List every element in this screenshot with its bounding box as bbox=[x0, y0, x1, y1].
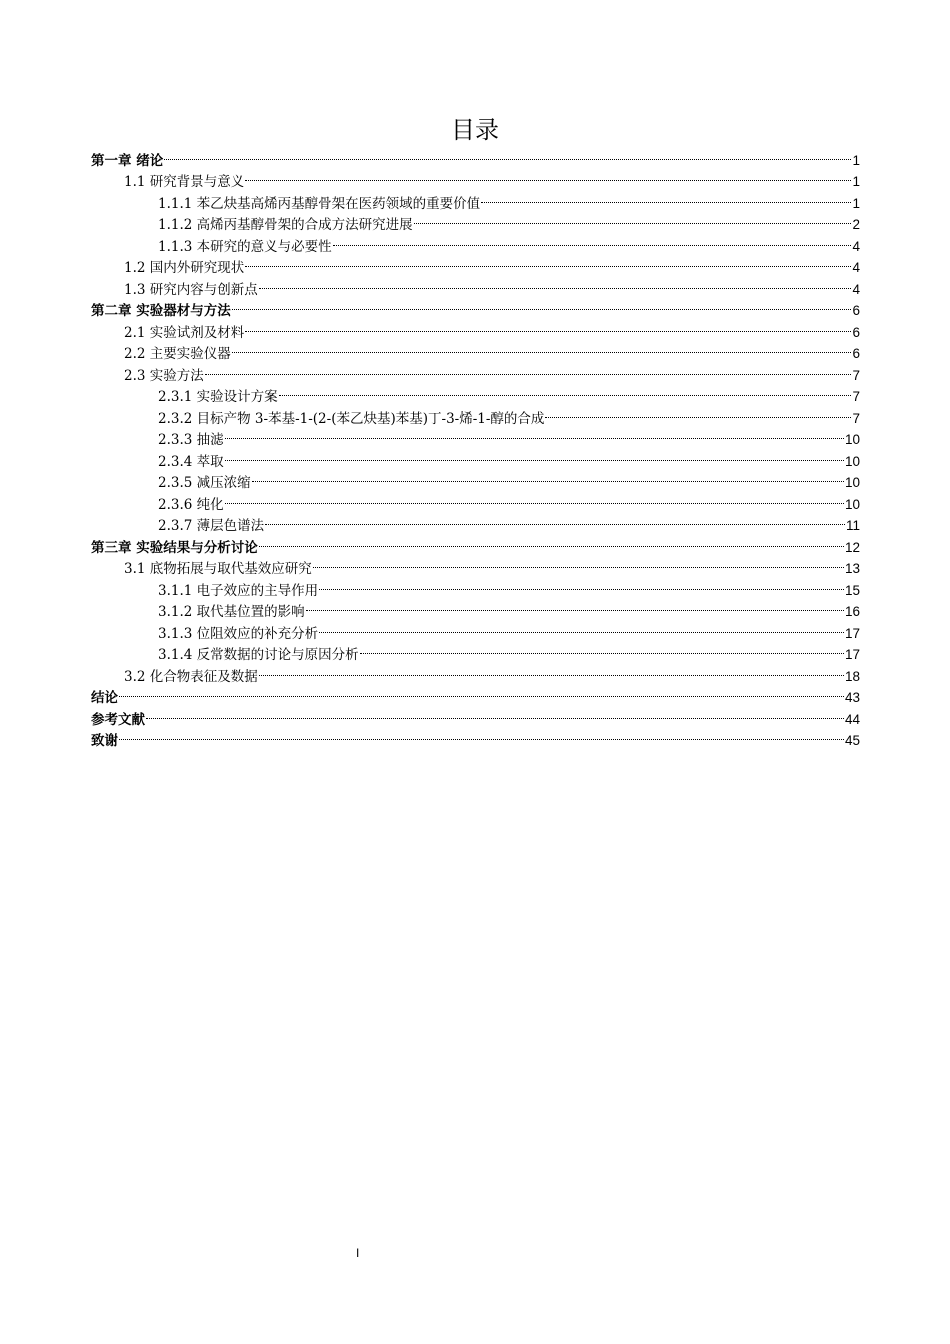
toc-dot-leader bbox=[245, 165, 851, 187]
toc-entry-page: 10 bbox=[844, 496, 860, 512]
toc-dot-leader bbox=[265, 509, 845, 531]
toc-entry-page: 10 bbox=[844, 475, 860, 490]
toc-entry-title: 2.3.4 萃取 bbox=[158, 453, 224, 470]
toc-entry-title: 2.3.3 抽滤 bbox=[158, 432, 224, 448]
toc-entry-title: 2.3.7 薄层色谱法 bbox=[158, 518, 265, 534]
toc-dot-leader bbox=[259, 659, 844, 681]
toc-entry-page: 6 bbox=[852, 303, 860, 318]
toc-dot-leader bbox=[279, 380, 852, 402]
toc-entry-page: 18 bbox=[844, 668, 860, 684]
toc-dot-leader bbox=[306, 595, 844, 617]
toc-dot-leader bbox=[225, 444, 844, 466]
toc-dot-leader bbox=[259, 272, 852, 294]
toc-entry[interactable] bbox=[91, 681, 860, 706]
toc-entry-page: 11 bbox=[845, 518, 860, 533]
toc-dot-leader bbox=[252, 466, 844, 488]
toc-entry-title: 第一章 绪论 bbox=[91, 152, 164, 169]
toc-dot-leader bbox=[205, 358, 852, 380]
toc-dot-leader bbox=[259, 530, 844, 552]
toc-entry-page: 17 bbox=[844, 625, 860, 641]
toc-entry-title: 3.1.4 反常数据的讨论与原因分析 bbox=[158, 647, 359, 663]
toc-dot-leader bbox=[232, 294, 852, 316]
toc-entry-title: 参考文献 bbox=[91, 711, 145, 728]
toc-entry-page: 6 bbox=[852, 324, 860, 340]
toc-entry[interactable] bbox=[91, 380, 860, 405]
toc-entry-page: 1 bbox=[852, 195, 860, 211]
toc-entry-title: 3.1.2 取代基位置的影响 bbox=[158, 604, 305, 620]
toc-entry-title: 结论 bbox=[91, 690, 118, 706]
toc-entry-title: 1.2 国内外研究现状 bbox=[124, 260, 245, 276]
toc-entry-title: 1.1.1 苯乙炔基高烯丙基醇骨架在医药领域的重要价值 bbox=[158, 195, 481, 212]
toc-entry-title: 3.1.1 电子效应的主导作用 bbox=[158, 582, 319, 599]
toc-entry-title: 3.1.3 位阻效应的补充分析 bbox=[158, 625, 319, 642]
toc-entry-page: 6 bbox=[852, 346, 860, 361]
toc-entry-title: 2.3.6 纯化 bbox=[158, 496, 224, 513]
toc-entry-page: 16 bbox=[844, 604, 860, 619]
toc-entry-page: 45 bbox=[844, 733, 860, 748]
page-title: 目录 bbox=[451, 116, 499, 144]
toc-entry-title: 2.3.5 减压浓缩 bbox=[158, 475, 251, 491]
toc-entry-page: 1 bbox=[852, 152, 860, 168]
toc-entry-page: 13 bbox=[844, 561, 860, 576]
toc-entry[interactable] bbox=[91, 358, 860, 384]
toc-dot-leader bbox=[319, 616, 844, 638]
toc-dot-leader bbox=[360, 638, 844, 660]
toc-entry-title: 2.1 实验试剂及材料 bbox=[124, 324, 245, 341]
toc-entry-title: 3.1 底物拓展与取代基效应研究 bbox=[124, 561, 312, 577]
toc-entry-page: 4 bbox=[852, 260, 860, 275]
toc-entry[interactable] bbox=[91, 702, 860, 728]
toc-entry-page: 10 bbox=[844, 432, 860, 447]
toc-entry[interactable] bbox=[91, 724, 860, 749]
toc-dot-leader bbox=[333, 229, 852, 251]
toc-entry-title: 2.2 主要实验仪器 bbox=[124, 346, 231, 362]
toc-entry-page: 4 bbox=[852, 281, 860, 297]
toc-dot-leader bbox=[119, 681, 844, 703]
toc-entry-page: 10 bbox=[844, 453, 860, 469]
toc-dot-leader bbox=[225, 423, 844, 445]
toc-dot-leader bbox=[545, 401, 851, 423]
toc-entry-title: 1.1.2 高烯丙基醇骨架的合成方法研究进展 bbox=[158, 217, 413, 233]
toc-entry-page: 2 bbox=[852, 217, 860, 232]
toc-dot-leader bbox=[245, 315, 851, 337]
toc-dot-leader bbox=[119, 724, 844, 746]
toc-entry-page: 1 bbox=[852, 174, 860, 189]
toc-entry[interactable] bbox=[91, 165, 860, 190]
toc-entry-title: 第三章 实验结果与分析讨论 bbox=[91, 539, 258, 556]
toc-entry[interactable] bbox=[91, 143, 860, 169]
toc-dot-leader bbox=[313, 552, 844, 574]
toc-entry-page: 17 bbox=[844, 647, 860, 662]
toc-entry-page: 7 bbox=[852, 389, 860, 404]
toc-entry-title: 2.3.2 目标产物 3-苯基-1-(2-(苯乙炔基)苯基)丁-3-烯-1-醇的合成 bbox=[158, 410, 545, 427]
toc-entry-page: 7 bbox=[852, 367, 860, 383]
toc-entry-title: 2.3 实验方法 bbox=[124, 367, 204, 384]
toc-entry-page: 4 bbox=[852, 238, 860, 254]
toc-dot-leader bbox=[245, 251, 851, 273]
toc-entry-page: 15 bbox=[844, 582, 860, 598]
toc-dot-leader bbox=[164, 143, 851, 165]
toc-dot-leader bbox=[481, 186, 851, 208]
toc-entry-page: 12 bbox=[844, 539, 860, 555]
toc-dot-leader bbox=[225, 487, 844, 509]
toc-dot-leader bbox=[146, 702, 844, 724]
toc-dot-leader bbox=[319, 573, 844, 595]
toc-entry-title: 1.1.3 本研究的意义与必要性 bbox=[158, 238, 332, 255]
toc-dot-leader bbox=[414, 208, 852, 230]
toc-entry-page: 44 bbox=[844, 711, 860, 727]
toc-entry-title: 第二章 实验器材与方法 bbox=[91, 303, 231, 319]
toc-entry-page: 7 bbox=[852, 410, 860, 426]
table-of-contents bbox=[91, 143, 860, 749]
toc-entry-title: 3.2 化合物表征及数据 bbox=[124, 668, 258, 685]
toc-entry-title: 2.3.1 实验设计方案 bbox=[158, 389, 278, 405]
toc-entry-title: 1.1 研究背景与意义 bbox=[124, 174, 245, 190]
toc-dot-leader bbox=[232, 337, 852, 359]
toc-entry-page: 43 bbox=[844, 690, 860, 705]
toc-entry-title: 1.3 研究内容与创新点 bbox=[124, 281, 258, 298]
toc-entry-title: 致谢 bbox=[91, 733, 118, 749]
page-number: I bbox=[356, 1246, 360, 1260]
